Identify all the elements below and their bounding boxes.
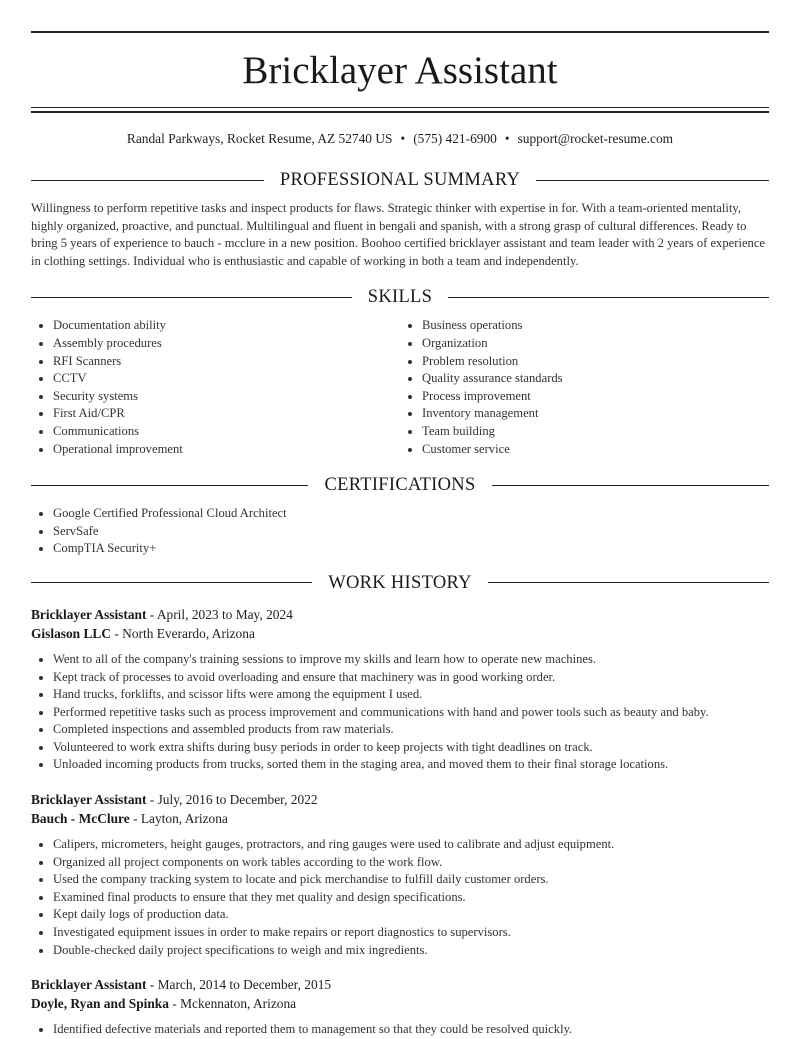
job-location: - North Everardo, Arizona [111,625,255,641]
heading-rule [492,485,769,486]
certifications-heading [31,473,769,497]
contact-email[interactable]: support@rocket-resume.com [517,131,674,146]
contact-separator: • [504,131,510,146]
job-company-line [31,994,769,1013]
job-bullet: • Organized all project components on work tables according to the work flow. [53,854,769,872]
skills-right-column [400,317,769,458]
job-role: Bricklayer Assistant [31,792,147,808]
job-role-line [31,605,769,624]
job-bullet: • Used the company tracking system to locate and pick merchandise to fulfill daily customer orders. [53,871,769,889]
skills-heading [31,285,769,309]
heading-rule [31,180,264,181]
skill-item: • Problem resolution [422,353,769,371]
skill-item: • Documentation ability [53,317,400,335]
job-bullet: • Volunteered to work extra shifts during busy periods in order to keep projects with tight deadlines on track. [53,739,769,757]
skill-item: • Inventory management [422,405,769,423]
job-dates: - March, 2014 to December, 2015 [146,977,332,993]
job-bullet: • Kept track of processes to avoid overloading and ensure that machinery was in good working order. [53,669,769,687]
job-role: Bricklayer Assistant [31,606,147,622]
job-bullets [31,836,769,959]
top-rule [31,31,769,33]
heading-rule [31,582,312,583]
job-bullet: • Hand trucks, forklifts, and scissor lifts were among the equipment I used. [53,686,769,704]
heading-rule [448,297,769,298]
job-bullet: • Identified defective materials and reported them to management so that they could be resolved quickly. [53,1021,769,1039]
job-entry [31,975,769,1039]
job-company: Doyle, Ryan and Spinka [31,996,169,1012]
resume-page [31,31,769,1039]
job-company-line [31,624,769,643]
heading-rule [31,485,308,486]
job-location: - Mckennaton, Arizona [168,996,297,1012]
job-company: Bauch - McClure [31,811,130,827]
job-entry [31,605,769,774]
certifications-title: CERTIFICATIONS [324,475,476,496]
certification-item: • Google Certified Professional Cloud Architect [53,505,769,523]
contact-line [31,130,769,148]
certification-item: • ServSafe [53,523,769,541]
certifications-list [31,505,769,558]
skill-item: • Business operations [422,317,769,335]
header-double-rule [31,107,769,113]
contact-address: Randal Parkways, Rocket Resume, AZ 52740 US [126,131,393,146]
job-bullet: • Went to all of the company's training sessions to improve my skills and learn how to operate new machines. [53,651,769,669]
summary-text: Willingness to perform repetitive tasks and inspect products for flaws. Strategic thinker with expertise in for. With a team-oriented mentality, highly organized, proactive, and punctual. Multilingual and fluent in bengali and spanish, with a strong grasp of cultural differences. Ready to bring 5 years of experience to bauch - mcclure in a new position. Boohoo certified bricklayer assistant and team leader with 2 years of experience in clothing settings. Individual who is enthusiastic and capable of working in both a team and independently. [31,201,766,268]
job-bullet: • Performed repetitive tasks such as process improvement and communications with hand and power tools such as beauty and baby. [53,704,769,722]
job-role: Bricklayer Assistant [31,977,147,993]
job-bullet: • Examined final products to ensure that they met quality and design specifications. [53,889,769,907]
candidate-name: Bricklayer Assistant [242,49,558,92]
skill-item: • Organization [422,335,769,353]
contact-separator: • [400,131,406,146]
summary-title: PROFESSIONAL SUMMARY [279,170,521,190]
work-history-heading [31,571,769,595]
job-bullets [31,651,769,774]
certification-item: • CompTIA Security+ [53,540,769,558]
job-company-line [31,809,769,828]
skill-item: • CCTV [53,370,400,388]
job-role-line [31,790,769,809]
skill-item: • RFI Scanners [53,353,400,371]
job-company: Gislason LLC [31,625,111,641]
work-history-title: WORK HISTORY [328,572,472,593]
skills-list [31,317,769,458]
job-bullet: • Completed inspections and assembled products from raw materials. [53,721,769,739]
job-bullet: • Calipers, micrometers, height gauges, protractors, and ring gauges were used to calibrate and adjust equipment. [53,836,769,854]
heading-rule [536,180,769,181]
job-bullet: • Investigated equipment issues in order to make repairs or report diagnostics to supervisors. [53,924,769,942]
heading-rule [488,582,769,583]
skill-item: • Quality assurance standards [422,370,769,388]
job-entry [31,790,769,959]
skill-item: • Customer service [422,441,769,459]
skill-item: • Assembly procedures [53,335,400,353]
skill-item: • First Aid/CPR [53,405,400,423]
skill-item: • Process improvement [422,388,769,406]
job-bullet: • Kept daily logs of production data. [53,906,769,924]
contact-phone[interactable]: (575) 421-6900 [413,131,497,146]
summary-heading [31,168,769,192]
skills-left-column [31,317,400,458]
job-dates: - July, 2016 to December, 2022 [146,792,318,808]
job-bullet: • Double-checked daily project specifications to weigh and mix ingredients. [53,942,769,960]
job-bullets [31,1021,769,1039]
job-bullet: • Unloaded incoming products from trucks, sorted them in the staging area, and moved them to their final storage locations. [53,756,769,774]
skill-item: • Team building [422,423,769,441]
job-dates: - April, 2023 to May, 2024 [146,606,293,622]
skill-item: • Communications [53,423,400,441]
heading-rule [31,297,352,298]
skill-item: • Security systems [53,388,400,406]
job-role-line [31,975,769,994]
skill-item: • Operational improvement [53,441,400,459]
skills-title: SKILLS [367,287,433,308]
job-location: - Layton, Arizona [129,811,228,827]
